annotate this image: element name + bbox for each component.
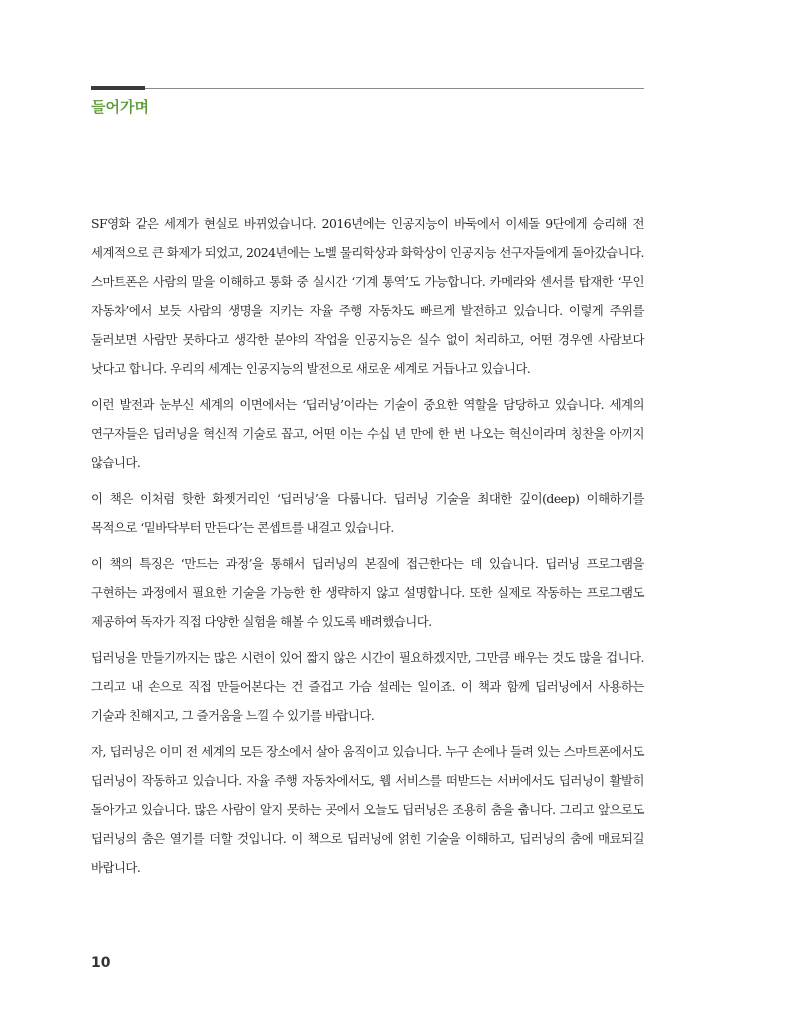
header-rule — [91, 88, 644, 89]
chapter-title: 들어가며 — [91, 98, 149, 116]
body-text — [91, 209, 644, 889]
paragraph-1: SF영화 같은 세계가 현실로 바뀌었습니다. 2016년에는 인공지능이 바둑에서 이세돌 9단에게 승리해 전 세계적으로 큰 화제가 되었고, 2024년에는 노벨 물리학상과 화학상이 인공지능 선구자들에게 돌아갔습니다. 스마트폰은 사람의 말을 이해하고 통화 중 실시간 ‘기계 통역’도 가능합니다. 카메라와 센서를 탑재한 ‘무인 자동차’에서 보듯 사람의 생명을 지키는 자율 주행 자동차도 빠르게 발전하고 있습니다. 이렇게 주위를 둘러보면 사람만 못하다고 생각한 분야의 작업을 인공지능은 실수 없이 처리하고, 어떤 경우엔 사람보다 낫다고 합니다. 우리의 세계는 인공지능의 발전으로 새로운 세계로 거듭나고 있습니다. — [91, 216, 644, 376]
paragraph-5: 딥러닝을 만들기까지는 많은 시련이 있어 짧지 않은 시간이 필요하겠지만, 그만큼 배우는 것도 많을 겁니다. 그리고 내 손으로 직접 만들어본다는 건 즐겁고 가슴 설레는 일이죠. 이 책과 함께 딥러닝에서 사용하는 기술과 친해지고, 그 즐거움을 느낄 수 있기를 바랍니다. — [91, 650, 644, 723]
page-number: 10 — [91, 955, 111, 971]
paragraph-6: 자, 딥러닝은 이미 전 세계의 모든 장소에서 살아 움직이고 있습니다. 누구 손에나 들려 있는 스마트폰에서도 딥러닝이 작동하고 있습니다. 자율 주행 자동차에서도, 웹 서비스를 떠받드는 서버에서도 딥러닝이 활발히 돌아가고 있습니다. 많은 사람이 알지 못하는 곳에서 오늘도 딥러닝은 조용히 춤을 춥니다. 그리고 앞으로도 딥러닝의 춤은 열기를 더할 것입니다. 이 책으로 딥러닝에 얽힌 기술을 이해하고, 딥러닝의 춤에 매료되길 바랍니다. — [91, 744, 644, 875]
header-accent-bar — [91, 86, 145, 90]
paragraph-4: 이 책의 특징은 ‘만드는 과정’을 통해서 딥러닝의 본질에 접근한다는 데 있습니다. 딥러닝 프로그램을 구현하는 과정에서 필요한 기술을 가능한 한 생략하지 않고 설명합니다. 또한 실제로 작동하는 프로그램도 제공하여 독자가 직접 다양한 실험을 해볼 수 있도록 배려했습니다. — [91, 556, 644, 629]
paragraph-3: 이 책은 이처럼 핫한 화젯거리인 ‘딥러닝’을 다룹니다. 딥러닝 기술을 최대한 깊이(deep) 이해하기를 목적으로 ‘밑바닥부터 만든다’는 콘셉트를 내걸고 있습니다. — [91, 491, 644, 535]
paragraph-2: 이런 발전과 눈부신 세계의 이면에서는 ‘딥러닝’이라는 기술이 중요한 역할을 담당하고 있습니다. 세계의 연구자들은 딥러닝을 혁신적 기술로 꼽고, 어떤 이는 수십 년 만에 한 번 나오는 혁신이라며 칭찬을 아끼지 않습니다. — [91, 397, 644, 470]
